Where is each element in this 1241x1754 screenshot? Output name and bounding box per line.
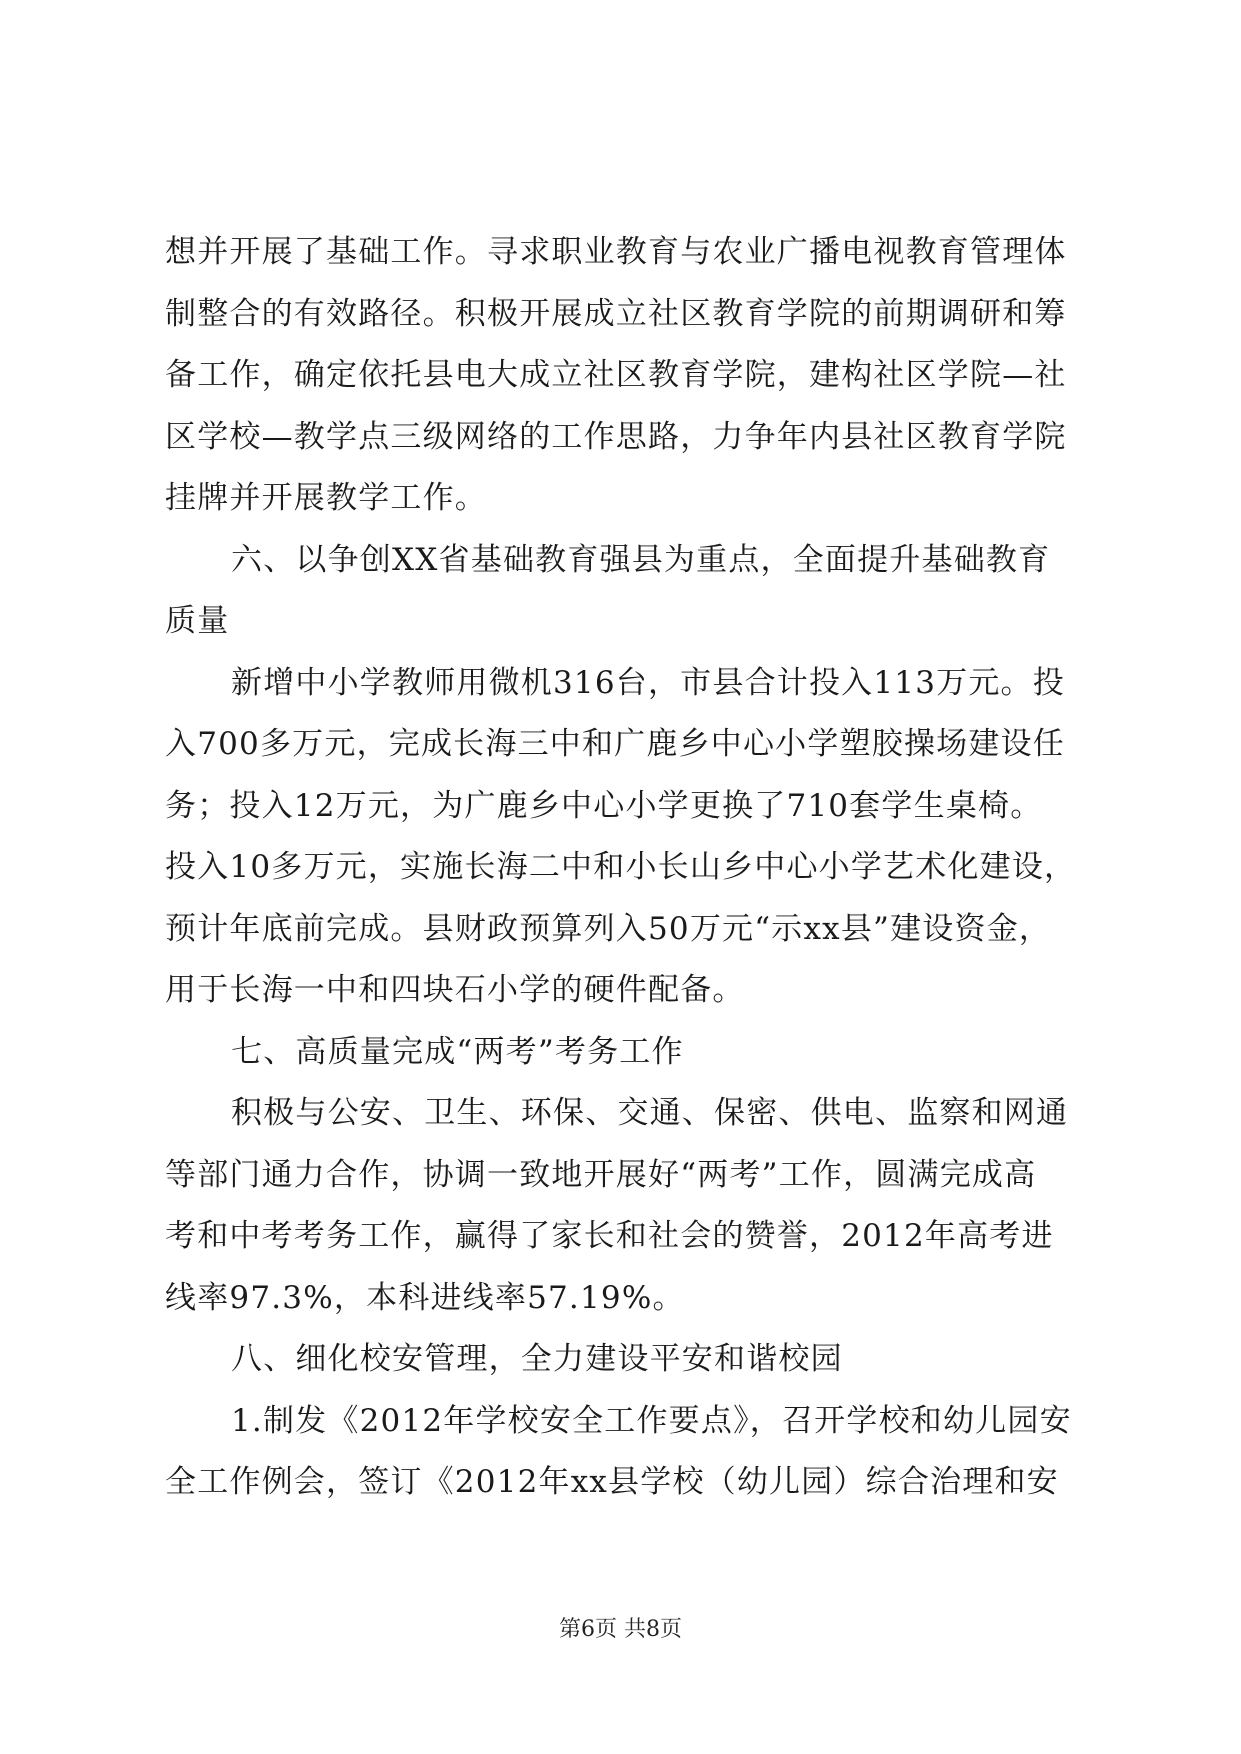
text-line: 考和中考考务工作，赢得了家长和社会的赞誉，2012年高考进 (165, 1218, 1054, 1254)
text-line: 新增中小学教师用微机316台，市县合计投入113万元。投 (231, 664, 1065, 701)
text-line: 入700多万元，完成长海三中和广鹿乡中心小学塑胶操场建设任 (165, 726, 1065, 762)
text-line: 等部门通力合作，协调一致地开展好“两考”工作，圆满完成高 (165, 1156, 1037, 1193)
text-line: 线率97.3%，本科进线率57.19%。 (165, 1279, 685, 1316)
text-line: 用于长海一中和四块石小学的硬件配备。 (165, 972, 745, 1008)
section-heading: 八、细化校安管理，全力建设平安和谐校园 (231, 1341, 843, 1377)
text-line: 想并开展了基础工作。寻求职业教育与农业广播电视教育管理体 (165, 234, 1067, 270)
text-line: 务；投入12万元，为广鹿乡中心小学更换了710套学生桌椅。 (165, 787, 1043, 824)
section-heading: 七、高质量完成“两考”考务工作 (231, 1033, 684, 1070)
text-line: 投入10多万元，实施长海二中和小长山乡中心小学艺术化建设， (165, 849, 1077, 885)
section-heading-continued: 质量 (165, 603, 230, 639)
text-line: 挂牌并开展教学工作。 (165, 480, 487, 516)
text-line: 全工作例会，签订《2012年xx县学校（幼儿园）综合治理和安 (165, 1464, 1059, 1500)
text-line: 积极与公安、卫生、环保、交通、保密、供电、监察和网通 (231, 1095, 1069, 1131)
text-line: 区学校—教学点三级网络的工作思路，力争年内县社区教育学院 (165, 418, 1067, 455)
text-line: 预计年底前完成。县财政预算列入50万元“示xx县”建设资金， (165, 910, 1052, 947)
text-line: 备工作，确定依托县电大成立社区教育学院，建构社区学院—社 (165, 357, 1067, 393)
section-heading: 六、以争创XX省基础教育强县为重点，全面提升基础教育 (231, 541, 1051, 578)
text-line: 1.制发《2012年学校安全工作要点》，召开学校和幼儿园安 (231, 1402, 1072, 1439)
page-footer (0, 1612, 1241, 1643)
document-body (165, 222, 1085, 1514)
page-number: 第6页 共8页 (559, 1617, 682, 1642)
text-line: 制整合的有效路径。积极开展成立社区教育学院的前期调研和筹 (165, 295, 1067, 332)
